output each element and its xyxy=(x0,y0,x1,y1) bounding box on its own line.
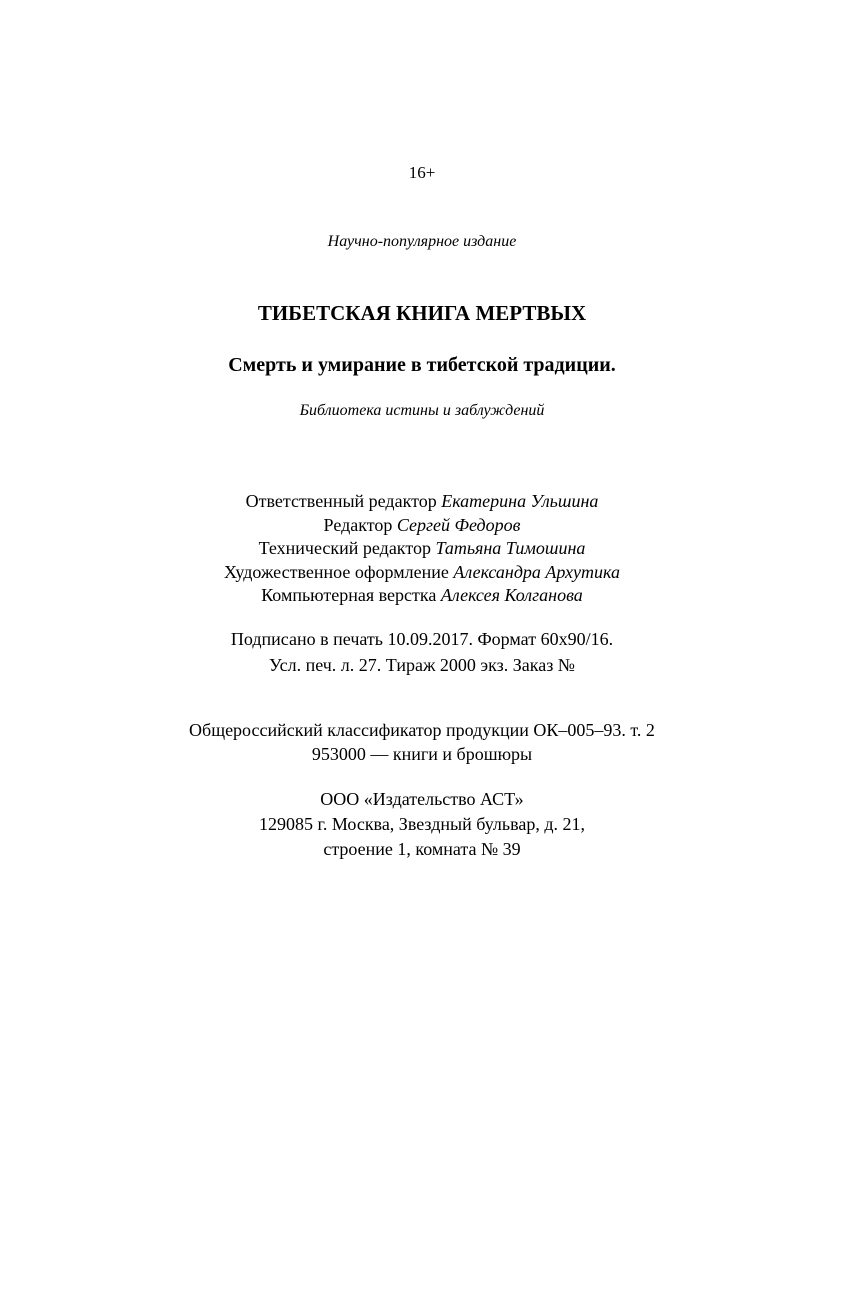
credit-role: Художественное оформление xyxy=(223,561,449,582)
credit-line xyxy=(0,584,844,608)
publisher-block xyxy=(0,787,844,862)
print-info-block xyxy=(0,626,844,678)
classifier-block xyxy=(0,718,844,766)
publisher-name: ООО «Издательство АСТ» xyxy=(320,789,524,809)
credit-line xyxy=(0,561,844,585)
classifier-line: Общероссийский классификатор продукции ОК–005–93. т. 2 xyxy=(189,720,655,740)
print-info-line: Усл. печ. л. 27. Тираж 2000 экз. Заказ № xyxy=(269,655,575,675)
edition-type: Научно-популярное издание xyxy=(327,233,517,250)
credit-role: Редактор xyxy=(323,514,393,535)
credit-name: Алексея Колганова xyxy=(440,585,583,605)
credit-role: Технический редактор xyxy=(258,538,431,558)
series-name: Библиотека истины и заблуждений xyxy=(299,402,545,419)
print-info-line: Подписано в печать 10.09.2017. Формат 60x90/16. xyxy=(230,629,614,649)
publisher-address: строение 1, комната № 39 xyxy=(323,839,521,859)
credit-line xyxy=(0,514,844,538)
credit-name: Сергей Федоров xyxy=(396,514,521,535)
credit-line xyxy=(0,490,844,514)
publisher-address: 129085 г. Москва, Звездный бульвар, д. 21, xyxy=(258,814,586,834)
classifier-line: 953000 — книги и брошюры xyxy=(311,744,533,764)
book-title: ТИБЕТСКАЯ КНИГА МЕРТВЫХ xyxy=(257,301,587,325)
credit-line xyxy=(0,537,844,561)
credit-role: Компьютерная верстка xyxy=(261,585,437,605)
age-rating: 16+ xyxy=(408,163,436,182)
credit-name: Татьяна Тимошина xyxy=(435,538,586,558)
credit-role: Ответственный редактор xyxy=(245,491,437,511)
credit-name: Екатерина Ульшина xyxy=(441,491,599,511)
book-subtitle: Смерть и умирание в тибетской традиции. xyxy=(228,354,616,376)
credit-name: Александра Архутика xyxy=(453,561,621,582)
credits-block xyxy=(0,490,844,608)
